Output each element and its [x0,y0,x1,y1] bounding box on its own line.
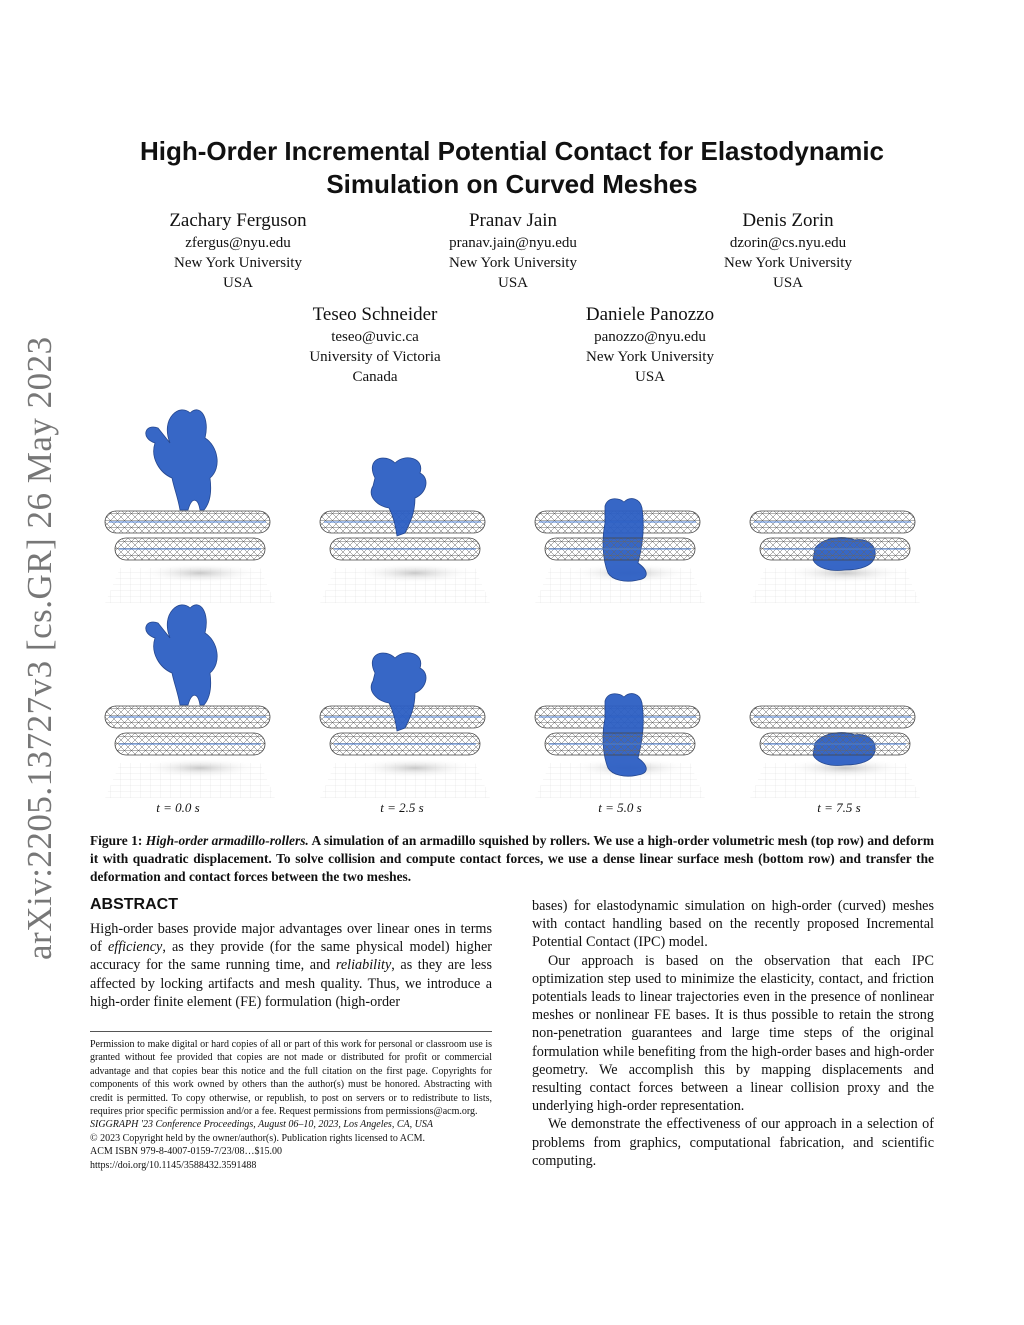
author-name: Zachary Ferguson [169,210,307,231]
author-block [658,209,918,293]
abstract-heading: ABSTRACT [90,896,178,913]
armadillo-mesh [146,410,217,510]
armadillo-mesh [146,605,217,705]
author-affiliation: New York University [586,349,714,365]
roller [105,706,270,728]
author-country: USA [497,275,528,291]
caption-text: A simulation of an armadillo squished by rollers. We use a high-order volumetric mesh (top row) and deform it with quadratic displacement. To solve collision and compute contact forces, we use a dense linear surface mesh (bottom row) and transfer the deformation and contact forces between the two meshes. [90,833,935,884]
title-line-1: High-Order Incremental Potential Contact for Elastodynamic [139,136,885,166]
caption-title: High-order armadillo-rollers. [145,833,309,848]
figure-panel [105,410,275,603]
roller [545,733,695,755]
figure-panel [750,706,920,798]
author-name: Daniele Panozzo [585,304,715,325]
right-column [532,897,934,1170]
author-country: USA [634,369,665,385]
footnote-divider [90,1031,492,1032]
shadow [140,758,260,778]
text-run: , as they provide (for the same physical model) higher accuracy for the same running time, and [90,939,493,974]
shadow [355,758,475,778]
isbn: ACM ISBN 979-8-4007-0159-7/23/08…$15.00 [90,1146,282,1158]
left-column [90,920,492,1011]
author-block [108,209,368,293]
roller [750,706,915,728]
armadillo-rollers-figure [100,398,924,822]
roller [330,733,480,755]
author-email[interactable]: zfergus@nyu.edu [185,235,291,251]
arxiv-stamp: arXiv:2205.13727v3 [cs.GR] 26 May 2023 [20,336,59,960]
permission-notice: Permission to make digital or hard copies of all or part of this work for personal or classroom use is granted without fee provided that copies are not made or distributed for profit or commercial advantage and that copies bear this notice and the full citation on the first page. Copyrights for components of this work owned by others than the author(s) must be honored. Abstracting with credit is permitted. To copy otherwise, or republish, to post on servers or to redistribute to lists, requires prior specific permission and/or a fee. Request permissions from permissions@acm.org. [90,1039,492,1118]
paper-title [90,135,934,201]
figure-panel [535,499,705,603]
copyright: © 2023 Copyright held by the owner/author(s). Publication rights licensed to ACM. [90,1132,426,1144]
author-email[interactable]: pranav.jain@nyu.edu [449,235,577,251]
author-country: USA [772,275,803,291]
author-block [520,303,780,387]
author-name: Denis Zorin [742,210,834,231]
author-email[interactable]: dzorin@cs.nyu.edu [729,235,847,251]
venue: SIGGRAPH '23 Conference Proceedings, August 06–10, 2023, Los Angeles, CA, USA [90,1119,433,1131]
author-name: Pranav Jain [468,210,558,231]
roller [545,538,695,560]
author-email[interactable]: teseo@uvic.ca [331,329,419,345]
footnote [90,1038,492,1172]
roller [750,511,915,533]
figure-panel [105,605,275,798]
figure-panel [320,653,490,798]
roller [760,733,910,755]
abstract-paragraph: bases) for elastodynamic simulation on high-order (curved) meshes with contact handling based on the recently proposed Incremental Potential Contact (IPC) model. [532,898,934,951]
time-label: t = 7.5 s [817,800,861,815]
figure-panel [750,511,920,603]
time-label: t = 5.0 s [598,800,642,815]
text-run: High-order bases provide major advantages over linear ones in terms of [90,921,492,956]
roller [760,538,910,560]
roller [115,733,265,755]
shadow [355,563,475,583]
figure-caption [90,832,934,886]
author-affiliation: New York University [449,255,577,271]
abstract-paragraph: We demonstrate the effectiveness of our approach in a selection of problems from graphics, computational fabrication, and scientific computing. [532,1116,934,1169]
author-affiliation: New York University [724,255,852,271]
abstract-paragraph [90,920,492,1011]
author-email[interactable]: panozzo@nyu.edu [594,329,706,345]
roller [105,511,270,533]
author-affiliation: New York University [174,255,302,271]
author-block [245,303,505,387]
caption-label: Figure 1: [90,833,143,848]
time-label: t = 2.5 s [380,800,424,815]
emphasis: reliability [335,957,392,974]
author-name: Teseo Schneider [312,304,438,325]
figure-panel [535,694,705,798]
emphasis: efficiency [107,939,163,956]
author-block [383,209,643,293]
roller [330,538,480,560]
title-line-2: Simulation on Curved Meshes [326,169,698,199]
author-country: USA [222,275,253,291]
time-label: t = 0.0 s [156,800,200,815]
doi-link[interactable]: https://doi.org/10.1145/3588432.3591488 [90,1159,257,1171]
abstract-paragraph: Our approach is based on the observation that each IPC optimization step used to minimize the elasticity, contact, and friction potentials leads to linear trajectories even in the presence of nonlinear meshes or nonlinear FE bases. It is thus possible to retain the strong non-penetration guarantees and large time steps of the original formulation while benefiting from the high-order bases and high-order geometry. We accomplish this by mapping displacements and resulting contact forces between a linear collision proxy and the underlying high-order representation. [532,952,934,1115]
shadow [140,563,260,583]
text-run: , as they are less affected by locking artifacts and mesh quality. Thus, we introduce a high-order finite element (FE) formulation (high-order [90,957,492,1010]
author-country: Canada [352,369,398,385]
author-affiliation: University of Victoria [309,349,441,365]
roller [115,538,265,560]
figure-panel [320,458,490,603]
